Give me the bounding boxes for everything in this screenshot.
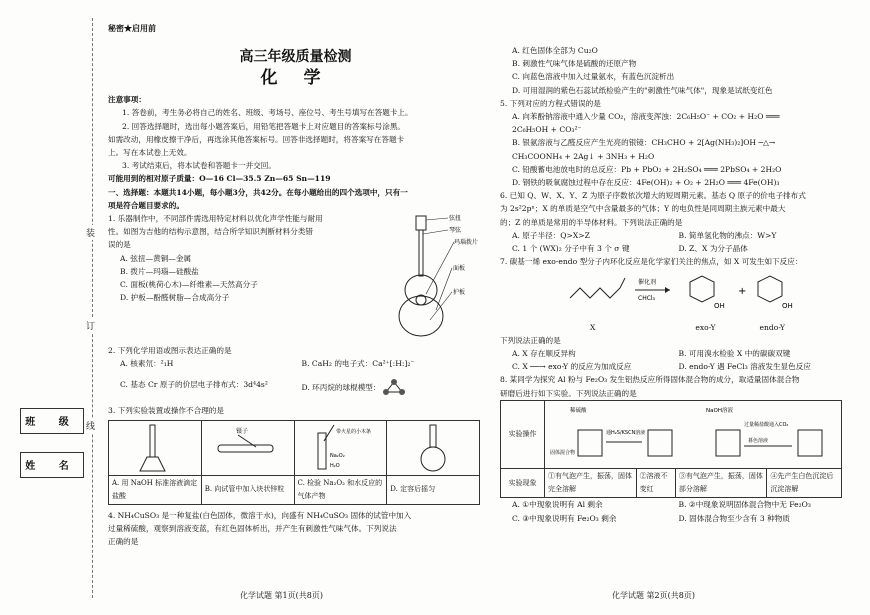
q8-row-header-operation: 实验操作 — [501, 400, 545, 468]
q5-option-b[interactable]: B. 银氨溶液与乙醛反应产生光亮的银镜：CH₃CHO + 2[Ag(NH₃)₂]OH ─△→ — [512, 138, 776, 148]
q1-option-c[interactable]: C. 面板(桃荷心木)—纤维素—天然高分子 — [120, 280, 258, 290]
q2-option-a[interactable]: A. 核素氘：²₁H — [120, 359, 174, 369]
q6-options-row2 — [500, 242, 845, 255]
titration-figure — [112, 422, 198, 474]
class-field[interactable] — [20, 408, 84, 434]
notes-line: 如需改动，用橡皮擦干净后，再选涂其他答案标号。回答非选择题时，将答案写在答题卡 — [108, 134, 405, 144]
q6-stem: 的；Z 的单质是常用的半导体材料。下列说法正确的是 — [500, 217, 683, 227]
q8-label: 固体混合物 — [550, 449, 576, 456]
q7-label-endo: endo-Y — [759, 322, 786, 332]
binding-char-ding: 订 — [86, 318, 95, 333]
q7-label-solvent: CHCl₃ — [638, 295, 655, 303]
q6-option-b[interactable]: B. 简单氢化物的沸点：W>Y — [678, 230, 777, 240]
guitar-label: 琴弦 — [449, 227, 462, 235]
q7-label-x: X — [590, 322, 596, 332]
fig-label-tweezers: 镊子 — [235, 427, 248, 435]
notes-line: 3. 考试结束后，将本试卷和答题卡一并交回。 — [122, 161, 276, 171]
q7-stem: 7. 碳基一烯 exo-endo 型分子内环化反应是化学家们关注的焦点，如 X 可发生如下反应： — [500, 257, 803, 267]
zinc-tube-figure — [205, 422, 291, 474]
q7-scheme-captions — [500, 321, 845, 334]
q3-caption-a[interactable]: A. 用 NaOH 标准溶液滴定盐酸 — [109, 475, 202, 504]
q8-option-d[interactable]: D. 固体混合物至少含有 3 种物质 — [678, 513, 790, 523]
q4-option-b[interactable]: B. 刺激性气味气体是硫酸的还原产物 — [512, 59, 637, 69]
footer-right: 化学试题 第2页(共8页) — [612, 591, 695, 600]
q8-phenomenon-3: ③有气泡产生，振荡，固体部分溶解 — [675, 469, 767, 498]
q8-label: 稀硫酸 — [570, 407, 587, 414]
q7-option-d[interactable]: D. endo-Y 遇 FeCl₃ 溶液发生显色反应 — [678, 362, 811, 372]
q7-option-c[interactable]: C. X ──→ exo-Y 的反应为加成反应 — [512, 362, 632, 372]
q3-stem: 3. 下列实验装置或操作不合理的是 — [108, 406, 224, 416]
q5-stem: 5. 下列对应的方程式错误的是 — [500, 98, 601, 108]
q7-option-b[interactable]: B. 可用溴水检验 X 中的碳碳双键 — [678, 349, 791, 359]
section1-heading: 项是符合题目要求的。 — [108, 200, 184, 210]
q8-option-b[interactable]: B. ②中现象说明固体混合物中无 Fe₂O₃ — [678, 500, 811, 510]
q3-caption-d[interactable]: D. 定容后摇匀 — [387, 475, 480, 504]
q2-options-row1 — [108, 357, 483, 370]
q4-stem: 正确的是 — [108, 537, 139, 547]
q1-option-b[interactable]: B. 拨片—玛瑙—硅酸盐 — [120, 266, 199, 276]
q5-option-a[interactable]: A. 向苯酚钠溶液中通入少量 CO₂，溶液变浑浊：2C₆H₅O⁻ + CO₂ + H₂O ═══ — [512, 112, 780, 122]
q8-stem: 8. 某同学为探究 Al 粉与 Fe₂O₃ 发生铝热反应所得固体混合物的成分，取适量固体混合物 — [500, 375, 800, 385]
q5-option-b-cont: CH₃COONH₄ + 2Ag↓ + 3NH₃ + H₂O — [512, 151, 655, 161]
guitar-label: 护板 — [453, 289, 466, 297]
class-label: 班 级 — [25, 417, 79, 428]
binding-dashed-line — [92, 18, 93, 598]
section1-heading: 一、选择题：本题共14小题，每小题3分，共42分。在每小题给出的四个选项中，只有一 — [108, 187, 408, 197]
guitar-label: 面板 — [453, 265, 466, 273]
left-column — [108, 22, 483, 549]
subject-title: 化 学 — [260, 68, 331, 89]
q2-option-c[interactable]: C. 基态 Cr 原子的价层电子排布式：3d⁴4s² — [120, 380, 268, 390]
guitar-label: 弦扭 — [449, 215, 462, 223]
q7-options-row2 — [500, 360, 845, 373]
svg-text:OH: OH — [782, 302, 793, 311]
q8-phenomenon-1: ①有气泡产生，振荡，固体完全溶解 — [545, 469, 637, 498]
q3-table — [108, 420, 480, 505]
q5-option-a-cont: 2C₆H₅OH + CO₃²⁻ — [512, 125, 582, 135]
q8-option-a[interactable]: A. ①中现象说明有 Al 剩余 — [512, 500, 603, 510]
q1-stem: 性。如图为吉他的结构示意图，结合所学知识判断材料分类错 — [108, 227, 314, 237]
q6-stem: 6. 已知 Q、W、X、Y、Z 为原子序数依次增大的短周期元素。基态 Q 原子的价电子排布式 — [500, 191, 806, 201]
q2-option-d[interactable]: D. 环丙烷的球棍模型： — [301, 382, 381, 392]
guitar-label: 玛瑙拨片 — [454, 239, 479, 247]
cyclopropane-model — [381, 378, 407, 396]
exam-title: 高三年级质量检测 — [239, 49, 352, 66]
q1-stem: 误的是 — [108, 240, 131, 250]
volumetric-flask-figure — [390, 422, 476, 474]
q7-reaction-scheme — [500, 268, 845, 320]
fig-label-na2o2: Na₂O₂ — [330, 452, 346, 459]
q7-options-row1 — [500, 347, 845, 360]
notes-line: 1. 答卷前，考生务必将自己的姓名、班级、考场号、座位号、考生号填写在答题卡上。 — [122, 108, 413, 118]
q7-label-exo: exo-Y — [695, 322, 716, 332]
q3-caption-b[interactable]: B. 向试管中加入块状锌粒 — [201, 475, 294, 504]
secret-mark: 秘密★启用前 — [108, 23, 156, 33]
q6-option-c[interactable]: C. 1 个 (WX)₂ 分子中有 3 个 σ 键 — [512, 244, 630, 254]
q2-stem: 2. 下列化学用语或图示表达正确的是 — [108, 346, 232, 356]
binding-char-zhuang: 装 — [86, 225, 95, 240]
q8-apparatus — [545, 400, 842, 468]
q7-option-a[interactable]: A. X 存在顺反异构 — [512, 349, 576, 359]
q6-option-a[interactable]: A. 原子半径：Q>X>Z — [512, 230, 590, 240]
q7-question: 下列说法正确的是 — [500, 335, 561, 345]
question-1 — [108, 212, 483, 344]
svg-text:+: + — [738, 286, 747, 298]
q1-stem: 1. 乐器制作中，不同部件需选用特定材料以优化声学性能与耐用 — [108, 214, 323, 224]
q1-option-a[interactable]: A. 弦扭—黄铜—金属 — [120, 253, 192, 263]
q4-option-d[interactable]: D. 可用湿润的紫色石蕊试纸检验产生的"刺激性气味气体"，现象是试纸变红色 — [512, 85, 773, 95]
name-field[interactable] — [20, 452, 84, 478]
notes-line: 上。写在本试卷上无效。 — [108, 148, 192, 158]
q6-stem: 为 2s²2pⁿ；X 的单质是空气中含量最多的气体；Y 的电负性是同周期主族元素中最大 — [500, 204, 786, 214]
q4-option-a[interactable]: A. 红色固体全部为 Cu₂O — [512, 46, 598, 55]
notes-line: 2. 回答选择题时，选出每小题答案后，用铅笔把答题卡上对应题目的答案标号涂黑。 — [122, 121, 406, 131]
q8-phenomenon-2: ②溶液不变红 — [636, 469, 675, 498]
na2o2-test-figure — [298, 422, 384, 474]
q8-label: 过量稀盐酸通入CO₂ — [744, 421, 789, 428]
q2-option-b[interactable]: B. CaH₂ 的电子式：Ca²⁺[:H:]₂⁻ — [301, 359, 415, 369]
q6-options-row1 — [500, 229, 845, 242]
q4-stem: 过量稀硫酸，观察到溶液变蓝，有红色固体析出，并产生有刺激性气味气体。下列说法 — [108, 524, 397, 534]
q8-table — [500, 400, 842, 499]
atomic-masses: 可能用到的相对原子质量：O—16 Cl—35.5 Zn—65 Sn—119 — [108, 174, 331, 184]
name-label: 姓 名 — [25, 461, 79, 472]
fig-label-splint: 带火星的小木条 — [336, 428, 372, 435]
q5-option-d[interactable]: D. 钢铁的吸氧腐蚀过程中存在反应：4Fe(OH)₂ + O₂ + 2H₂O ═══ 4Fe(OH)₃ — [512, 178, 780, 188]
q8-stem: 研磨后进行如下实验。下列说法正确的是 — [500, 388, 637, 398]
q8-options-row1 — [500, 498, 845, 511]
q5-option-c[interactable]: C. 铅酸蓄电池放电时的总反应：Pb + PbO₂ + 2H₂SO₄ ═══ 2PbSO₄ + 2H₂O — [512, 164, 782, 174]
footer-left: 化学试题 第1页(共8页) — [240, 591, 323, 600]
q6-option-d[interactable]: D. Z、X 为分子晶体 — [678, 244, 748, 254]
q2-options-row2 — [108, 378, 483, 396]
binding-char-xian: 线 — [86, 418, 95, 433]
svg-text:OH: OH — [714, 302, 725, 311]
right-column — [500, 44, 845, 525]
notes-heading: 注意事项： — [108, 95, 146, 105]
q3-caption-c[interactable]: C. 检验 Na₂O₂ 和水反应的气体产物 — [294, 475, 387, 504]
q8-label: 暮色溶液 — [748, 437, 769, 444]
guitar-diagram — [370, 212, 480, 340]
q8-options-row2 — [500, 512, 845, 525]
q8-phenomenon-4: ④先产生白色沉淀后沉淀溶解 — [767, 469, 842, 498]
q7-label-catalyst: 催化剂 — [638, 279, 657, 287]
q8-label: 通H₂S/KSCN溶液 — [606, 429, 646, 436]
q4-stem: 4. NH₄CuSO₃ 是一种复盐(白色固体，微溶于水)，向盛有 NH₄CuSO₃ 固体的试管中加入 — [108, 511, 412, 521]
q4-option-c[interactable]: C. 向蓝色溶液中加入过量氨水，有蓝色沉淀析出 — [512, 72, 675, 82]
q8-row-header-phenomenon: 实验现象 — [501, 469, 545, 498]
q8-label: NaOH溶液 — [706, 407, 733, 414]
q8-option-c[interactable]: C. ③中现象说明有 Fe₂O₃ 剩余 — [512, 513, 617, 523]
fig-label-h2o: H₂O — [330, 462, 341, 469]
q1-option-d[interactable]: D. 护板—酚醛树脂—合成高分子 — [120, 293, 230, 303]
